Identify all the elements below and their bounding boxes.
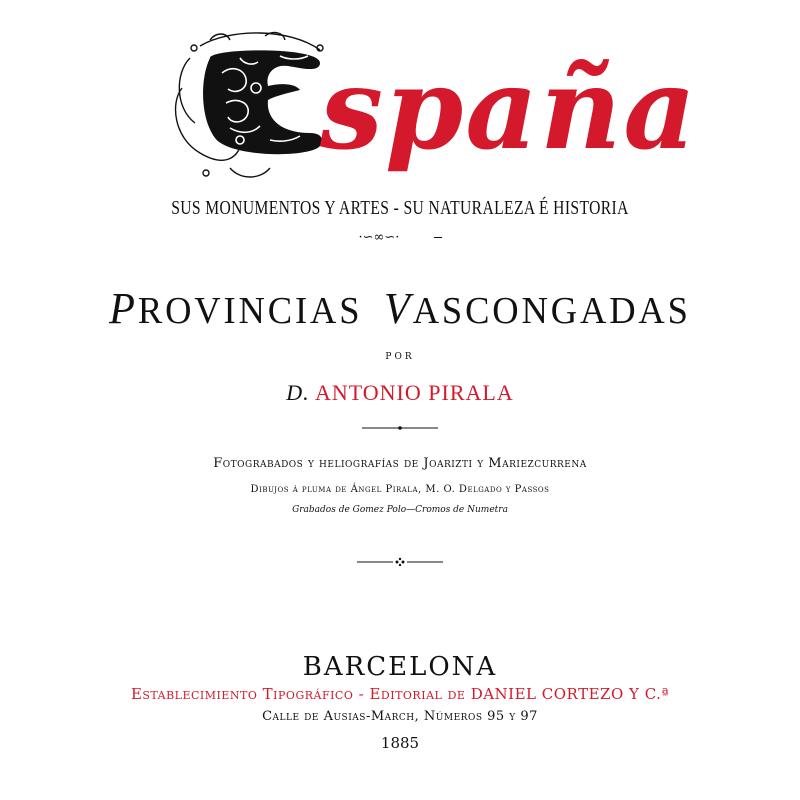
imprint-city: BARCELONA <box>302 652 498 682</box>
imprint-year: 1885 <box>380 734 420 752</box>
title-ornament <box>170 28 698 193</box>
book-title-word-1: ROVINCIAS <box>137 290 363 332</box>
credits-engravings: Grabados de Gomez Polo—Cromos de Numetra <box>292 505 508 515</box>
title-rest: spaña <box>320 44 698 175</box>
book-title-initial-2: V <box>384 284 413 333</box>
author-prefix: D. <box>286 380 310 405</box>
author-name: ANTONIO PIRALA <box>314 380 514 405</box>
imprint-publisher: Establecimiento Tipográfico - Editorial de DANIEL CORTEZO Y C.ª <box>130 685 670 703</box>
divider-rule-icon <box>360 423 440 433</box>
credits-drawings: Dibujos á pluma de Ángel Pirala, M. O. Delgado y Passos <box>250 484 550 495</box>
small-ornament-icon <box>0 230 800 245</box>
divider-ornament-icon <box>355 556 445 568</box>
book-title-word-2: ASCONGADAS <box>412 290 691 332</box>
initial-e-icon <box>203 50 322 154</box>
subtitle: SUS MONUMENTOS Y ARTES - SU NATURALEZA É HISTORIA <box>171 197 629 219</box>
imprint-address: Calle de Ausias-March, Números 95 y 97 <box>262 709 538 724</box>
book-title-initial-1: P <box>109 284 138 333</box>
credits-photography: Fotograbados y heliografías de Joarizti y Mariezcurrena <box>213 456 587 471</box>
by-label: POR <box>385 352 415 362</box>
book-title <box>16 283 784 334</box>
deco-glyph: ·∽∞∽· <box>358 230 400 245</box>
author <box>0 380 800 406</box>
